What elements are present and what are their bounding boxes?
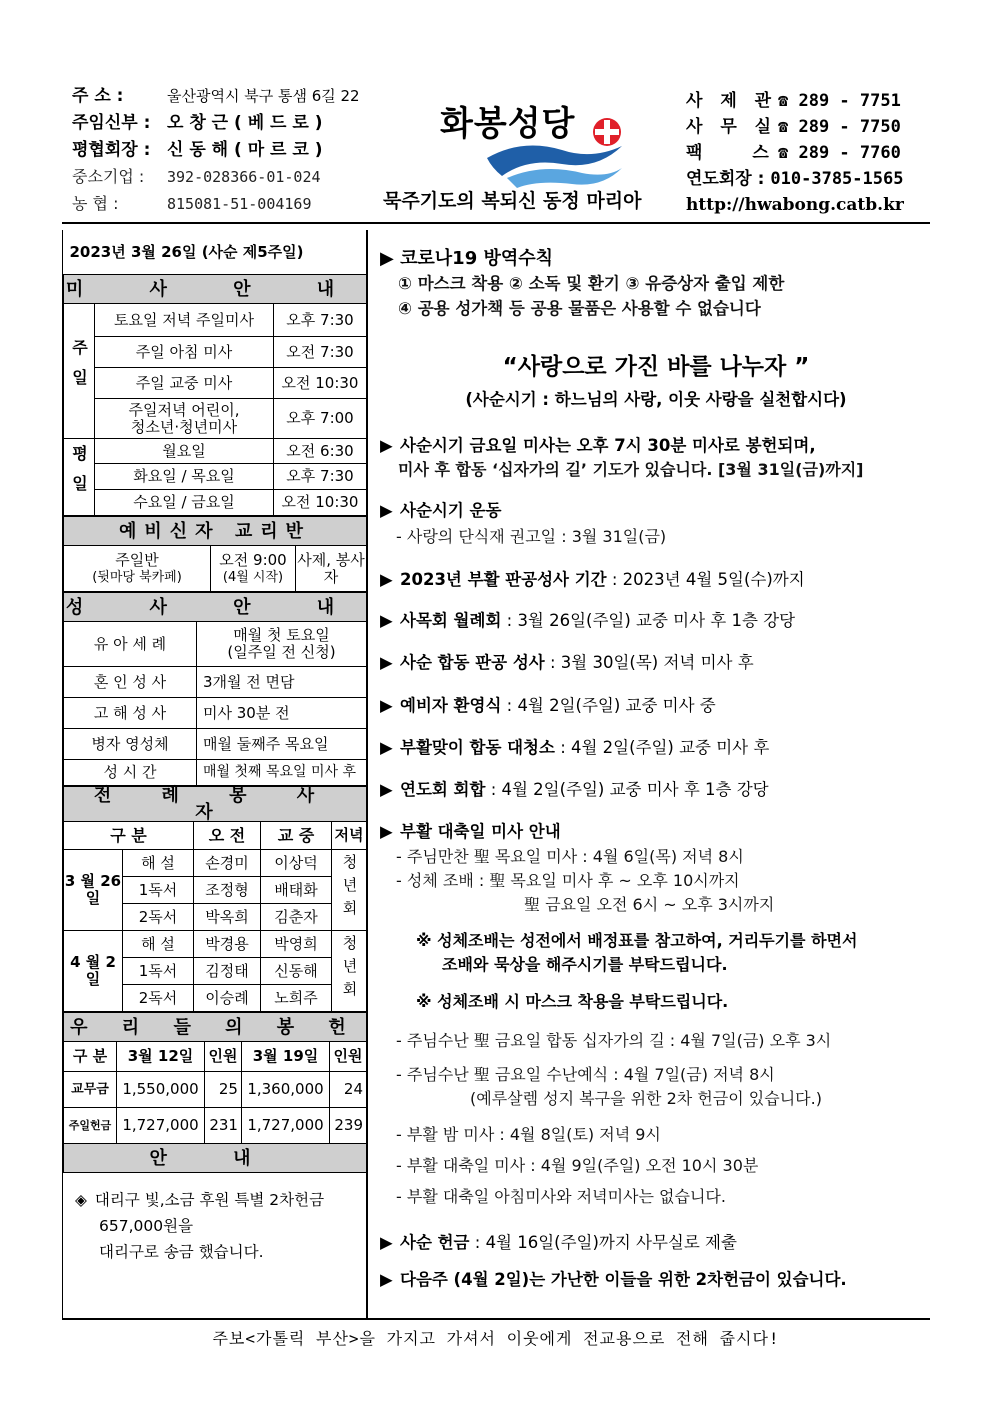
lent-theme-sub: (사순시기 : 하느님의 사랑, 이웃 사랑을 실천합시다) xyxy=(465,390,847,409)
liturgy-head: 오 전 xyxy=(194,822,261,850)
liturgy-role: 2독서 xyxy=(123,985,194,1012)
footer-text: 주보<가톨릭 부산>을 가지고 가셔서 이웃에게 전교용으로 전해 줍시다! xyxy=(212,1329,780,1348)
mass-time: 오후 7:30 xyxy=(274,464,367,490)
priest-row xyxy=(72,109,372,136)
mass-time: 오전 10:30 xyxy=(274,490,367,516)
liturgy-date: 3 월 26 일 xyxy=(64,850,123,931)
sacrament-name: 성 시 간 xyxy=(64,760,197,786)
liturgy-date: 4 월 2 일 xyxy=(64,931,123,1012)
header-info-left xyxy=(72,82,372,217)
notice-line: 대리구로 송금 했습니다. xyxy=(99,1243,264,1261)
offering-count: 24 xyxy=(330,1072,367,1108)
rectory-row xyxy=(686,88,904,114)
office-row xyxy=(686,114,904,140)
bank1-row xyxy=(72,163,372,190)
triangle-icon: ▶ xyxy=(380,1233,393,1252)
easter-line: 聖 금요일 오전 6시 ~ 오후 3시까지 xyxy=(524,895,775,914)
council-label: 평협회장 : xyxy=(72,139,151,160)
easter-line: - 주님수난 聖 금요일 수난예식 : 4월 7일(금) 저녁 8시 xyxy=(396,1065,775,1084)
easter-line: - 주님만찬 聖 목요일 미사 : 4월 6일(목) 저녁 8시 xyxy=(396,847,744,866)
easter-cleaning: ▶ 부활맞이 합동 대청소 : 4월 2일(주일) 교중 미사 후 xyxy=(380,738,770,757)
mass-time: 오전 10:30 xyxy=(274,368,367,399)
notice-bullet-icon: ◈ xyxy=(75,1191,87,1209)
website-link[interactable]: http://hwabong.catb.kr xyxy=(686,195,904,215)
easter-line: (예루살렘 성지 복구을 위한 2차 헌금이 있습니다.) xyxy=(470,1089,822,1108)
liturgy-role: 해 설 xyxy=(123,850,194,877)
rectory-phone: ☎ 289 - 7751 xyxy=(778,91,901,111)
church-motto: 묵주기도의 복되신 동정 마리아 xyxy=(383,190,642,212)
triangle-icon: ▶ xyxy=(380,653,393,672)
sacrament-desc: 매월 둘째주 목요일 xyxy=(197,729,367,760)
triangle-icon: ▶ xyxy=(380,501,393,520)
liturgy-person: 박영희 xyxy=(261,931,332,958)
adoration-note-2: 조배와 묵상을 해주시기를 부탁드립니다. xyxy=(442,955,728,974)
priest-label: 주임신부 : xyxy=(72,112,151,133)
sacrament-desc: 매월 첫째 목요일 미사 후 xyxy=(197,760,367,786)
liturgy-table xyxy=(63,786,367,1012)
address-label: 주 소 : xyxy=(72,85,124,106)
fax-label: 팩 스 xyxy=(686,143,791,163)
sacrament-title: 성 사 안 내 xyxy=(64,593,367,622)
sacrament-table xyxy=(63,592,367,786)
triangle-icon: ▶ xyxy=(380,822,393,841)
notice-box xyxy=(63,1173,367,1265)
offering-amount: 1,727,000 xyxy=(117,1108,205,1144)
liturgy-person: 김춘자 xyxy=(261,904,332,931)
bank1-label: 중소기업 : xyxy=(72,166,145,186)
left-column xyxy=(62,230,368,1319)
lent-movement-sub: - 사랑의 단식재 권고일 : 3월 31일(금) xyxy=(396,527,667,546)
mass-name: 화요일 / 목요일 xyxy=(95,464,274,490)
yeondo-row xyxy=(686,166,904,192)
liturgy-role: 2독서 xyxy=(123,904,194,931)
mass-time: 오전 7:30 xyxy=(274,337,367,368)
office-label: 사 무 실 xyxy=(686,117,778,137)
liturgy-person: 신동해 xyxy=(261,958,332,985)
council-row xyxy=(72,136,372,163)
catechumen-time: 오전 9:00 (4월 시작) xyxy=(211,546,296,592)
triangle-icon: ▶ xyxy=(380,611,393,630)
liturgy-head: 저녁 xyxy=(332,822,367,850)
easter-line: - 부활 대축일 미사 : 4월 9일(주일) 오전 10시 30분 xyxy=(396,1156,759,1175)
liturgy-person: 이승례 xyxy=(194,985,261,1012)
bank2-row xyxy=(72,190,372,217)
lent-movement: ▶ 사순시기 운동 xyxy=(380,501,502,520)
sacrament-name: 병자 영성체 xyxy=(64,729,197,760)
mass-table xyxy=(63,230,367,516)
catechumen-teacher: 사제, 봉사자 xyxy=(296,546,367,592)
offering-head: 인원 xyxy=(204,1042,241,1072)
address: 울산광역시 북구 통샘 6길 22 xyxy=(167,86,360,105)
triangle-icon: ▶ xyxy=(380,436,393,455)
offering-count: 25 xyxy=(204,1072,241,1108)
priest-name: 오 창 근 ( 베 드 로 ) xyxy=(167,112,323,133)
offering-head: 인원 xyxy=(330,1042,367,1072)
samok-meeting: ▶ 사목회 월례회 : 3월 26일(주일) 교중 미사 후 1층 강당 xyxy=(380,611,796,630)
liturgy-person: 손경미 xyxy=(194,850,261,877)
triangle-icon: ▶ xyxy=(380,780,393,799)
sacrament-desc: 3개월 전 면담 xyxy=(197,667,367,698)
notice-title: 안 내 xyxy=(64,1144,367,1173)
lent-friday: ▶ 사순시기 금요일 미사는 오후 7시 30분 미사로 봉헌되며, xyxy=(380,436,816,455)
easter-line: - 주님수난 聖 금요일 합동 십자가의 길 : 4월 7일(금) 오후 3시 xyxy=(396,1031,832,1050)
mass-title: 미 사 안 내 xyxy=(64,275,367,304)
church-logo-icon xyxy=(482,118,632,190)
easter-line: - 부활 밤 미사 : 4월 8일(토) 저녁 9시 xyxy=(396,1125,661,1144)
liturgy-person: 박경용 xyxy=(194,931,261,958)
triangle-icon: ▶ xyxy=(380,1270,393,1289)
liturgy-evening: 청년회 xyxy=(332,931,367,1012)
liturgy-role: 해 설 xyxy=(123,931,194,958)
mass-name: 주일 아침 미사 xyxy=(95,337,274,368)
offering-head: 3월 19일 xyxy=(241,1042,329,1072)
mass-name: 수요일 / 금요일 xyxy=(95,490,274,516)
offering-head: 3월 12일 xyxy=(117,1042,205,1072)
mass-time: 오전 6:30 xyxy=(274,439,367,464)
offering-amount: 1,550,000 xyxy=(117,1072,205,1108)
covid-rules-1: ① 마스크 착용 ② 소독 및 환기 ③ 유증상자 출입 제한 xyxy=(398,274,785,293)
fax-number: ☎ 289 - 7760 xyxy=(778,143,901,163)
header-info-right xyxy=(686,88,904,218)
joint-confession: ▶ 사순 합동 판공 성사 : 3월 30일(목) 저녁 미사 후 xyxy=(380,653,754,672)
weekday-label: 평일 xyxy=(64,439,95,516)
covid-rules-2: ④ 공용 성가책 등 공용 물품은 사용할 수 없습니다 xyxy=(398,299,761,318)
bank2-account: 815081-51-004169 xyxy=(167,194,312,213)
liturgy-person: 노희주 xyxy=(261,985,332,1012)
offering-type: 주일헌금 xyxy=(64,1108,117,1144)
offering-amount: 1,360,000 xyxy=(241,1072,329,1108)
bank1-account: 392-028366-01-024 xyxy=(167,167,321,186)
offering-table xyxy=(63,1012,367,1173)
easter-line: - 성체 조배 : 聖 목요일 미사 후 ~ 오후 10시까지 xyxy=(396,871,740,890)
triangle-icon: ▶ xyxy=(380,570,393,589)
notice-line: ◈ 대리구 빛,소금 후원 특별 2차헌금 xyxy=(75,1191,325,1209)
mass-time: 오후 7:30 xyxy=(274,304,367,337)
catechumen-title: 예비신자 교리반 xyxy=(64,517,367,546)
liturgy-person: 조정형 xyxy=(194,877,261,904)
offering-title: 우 리 들 의 봉 헌 xyxy=(64,1013,367,1042)
liturgy-person: 김정태 xyxy=(194,958,261,985)
liturgy-person: 이상덕 xyxy=(261,850,332,877)
rectory-label: 사 제 관 xyxy=(686,91,778,111)
address-row xyxy=(72,82,372,109)
footer-divider xyxy=(62,1318,930,1320)
url-row xyxy=(686,192,904,218)
mass-name: 토요일 저녁 주일미사 xyxy=(95,304,274,337)
offering-head: 구 분 xyxy=(64,1042,117,1072)
yeondo-phone: 010-3785-1565 xyxy=(770,169,904,189)
liturgy-head: 구 분 xyxy=(64,822,194,850)
bank2-label: 농 협 : xyxy=(72,193,119,213)
office-phone: ☎ 289 - 7750 xyxy=(778,117,901,137)
mass-time: 오후 7:00 xyxy=(274,399,367,439)
sacrament-name: 고 해 성 사 xyxy=(64,698,197,729)
notice-line: 657,000원을 xyxy=(99,1217,194,1235)
church-name: 화봉성당 xyxy=(440,104,576,144)
sacrament-desc: 미사 30분 전 xyxy=(197,698,367,729)
easter-confession: ▶ 2023년 부활 판공성사 기간 : 2023년 4월 5일(수)까지 xyxy=(380,570,805,589)
sunday-label: 주일 xyxy=(64,304,95,439)
lent-friday-2: 미사 후 합동 ‘십자가의 길’ 기도가 있습니다. [3월 31일(금)까지] xyxy=(398,460,864,479)
yeondo-meeting: ▶ 연도회 회합 : 4월 2일(주일) 교중 미사 후 1층 강당 xyxy=(380,780,769,799)
triangle-icon: ▶ xyxy=(380,696,393,715)
column-divider xyxy=(366,230,367,1318)
lent-offering: ▶ 사순 헌금 : 4월 16일(주일)까지 사무실로 제출 xyxy=(380,1233,737,1252)
lent-theme: “사랑으로 가진 바를 나누자 ” xyxy=(502,354,810,380)
yeondo-label: 연도회장 : xyxy=(686,169,765,189)
offering-count: 239 xyxy=(330,1108,367,1144)
liturgy-person: 박옥희 xyxy=(194,904,261,931)
liturgy-head: 교 중 xyxy=(261,822,332,850)
liturgy-title: 전 례 봉 사 자 xyxy=(64,787,367,822)
offering-count: 231 xyxy=(204,1108,241,1144)
mask-note: ※ 성체조배 시 마스크 착용을 부탁드립니다. xyxy=(416,992,729,1011)
sacrament-name: 혼 인 성 사 xyxy=(64,667,197,698)
welcome-ceremony: ▶ 예비자 환영식 : 4월 2일(주일) 교중 미사 중 xyxy=(380,696,716,715)
adoration-note: ※ 성체조배는 성전에서 배정표를 참고하여, 거리두기를 하면서 xyxy=(416,931,858,950)
covid-title: ▶ 코로나19 방역수칙 xyxy=(380,248,554,269)
sacrament-name: 유 아 세 례 xyxy=(64,622,197,667)
offering-type: 교무금 xyxy=(64,1072,117,1108)
mass-name: 주일저녁 어린이, 청소년·청년미사 xyxy=(95,399,274,439)
easter-title: ▶ 부활 대축일 미사 안내 xyxy=(380,822,561,841)
sacrament-desc: 매월 첫 토요일 (일주일 전 신청) xyxy=(197,622,367,667)
catechumen-table xyxy=(63,516,367,592)
catechumen-class: 주일반 (뒷마당 북카페) xyxy=(64,546,211,592)
next-week-offering: ▶ 다음주 (4월 2일)는 가난한 이들을 위한 2차헌금이 있습니다. xyxy=(380,1270,847,1289)
liturgy-evening: 청년회 xyxy=(332,850,367,931)
triangle-icon: ▶ xyxy=(380,248,394,269)
mass-name: 월요일 xyxy=(95,439,274,464)
easter-line: - 부활 대축일 아침미사와 저녁미사는 없습니다. xyxy=(396,1187,726,1206)
liturgy-role: 1독서 xyxy=(123,877,194,904)
liturgy-person: 배태화 xyxy=(261,877,332,904)
liturgy-role: 1독서 xyxy=(123,958,194,985)
bulletin-date: 2023년 3월 26일 (사순 제5주일) xyxy=(64,230,367,275)
council-name: 신 동 해 ( 마 르 코 ) xyxy=(167,139,323,160)
header-divider xyxy=(62,222,930,224)
mass-name: 주일 교중 미사 xyxy=(95,368,274,399)
triangle-icon: ▶ xyxy=(380,738,393,757)
offering-amount: 1,727,000 xyxy=(241,1108,329,1144)
fax-row xyxy=(686,140,904,166)
